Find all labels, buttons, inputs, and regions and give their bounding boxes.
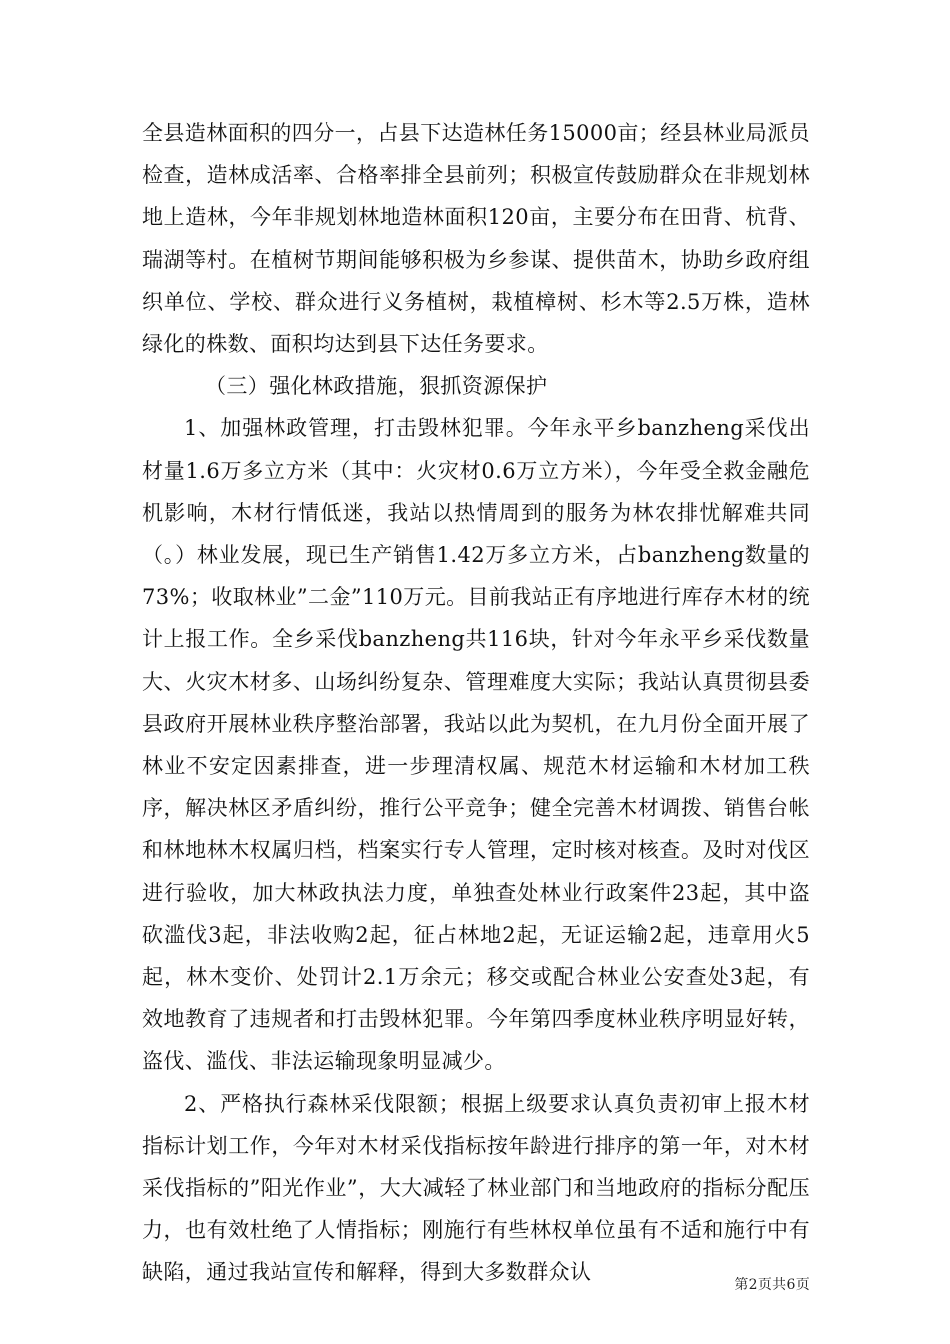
paragraph-forest-management: 1、加强林政管理，打击毁林犯罪。今年永平乡banzheng采伐出材量1.6万多立方米（其中：火灾材0.6万立方米），今年受全救金融危机影响，木材行情低迷，我站以热情周到的服务为林农排忧解难共同（。）林业发展，现已生产销售1.42万多立方米，占banzheng数量的73%；收取林业”二金”110万元。目前我站正有序地进行库存木材的统计上报工作。全乡采伐banzheng共116块，针对今年永平乡采伐数量大、火灾木材多、山场纠纷复杂、管理难度大实际；我站认真贯彻县委县政府开展林业秩序整治部署，我站以此为契机，在九月份全面开展了林业不安定因素排查，进一步理清权属、规范木材运输和木材加工秩序，解决林区矛盾纠纷，推行公平竞争；健全完善木材调拨、销售台帐和林地林木权属归档，档案实行专人管理，定时核对核查。及时对伐区进行验收，加大林政执法力度，单独查处林业行政案件23起，其中盗砍滥伐3起，非法收购2起，征占林地2起，无证运输2起，违章用火5起，林木变价、处罚计2.1万余元；移交或配合林业公安查处3起，有效地教育了违规者和打击毁林犯罪。今年第四季度林业秩序明显好转，盗伐、滥伐、非法运输现象明显减少。: [142, 416, 810, 1074]
paragraph-logging-quota: 2、严格执行森林采伐限额；根据上级要求认真负责初审上报木材指标计划工作，今年对木材采伐指标按年龄进行排序的第一年，对木材采伐指标的”阳光作业”，大大减轻了林业部门和当地政府的指标分配压力，也有效杜绝了人情指标；刚施行有些林权单位虽有不适和施行中有缺陷，通过我站宣传和解释，得到大多数群众认: [142, 1091, 810, 1285]
section-heading-forest-policy: （三）强化林政措施，狠抓资源保护: [205, 374, 548, 399]
document-body: [142, 112, 810, 1294]
page-number-footer: 第2页共6页: [734, 1277, 810, 1293]
paragraph-afforestation: 全县造林面积的四分一，占县下达造林任务15000亩；经县林业局派员检查，造林成活率、合格率排全县前列；积极宣传鼓励群众在非规划林地上造林，今年非规划林地造林面积120亩，主要分布在田背、杭背、瑞湖等村。在植树节期间能够积极为乡参谋、提供苗木，协助乡政府组织单位、学校、群众进行义务植树，栽植樟树、杉木等2.5万株，造林绿化的株数、面积均达到县下达任务要求。: [142, 121, 811, 357]
